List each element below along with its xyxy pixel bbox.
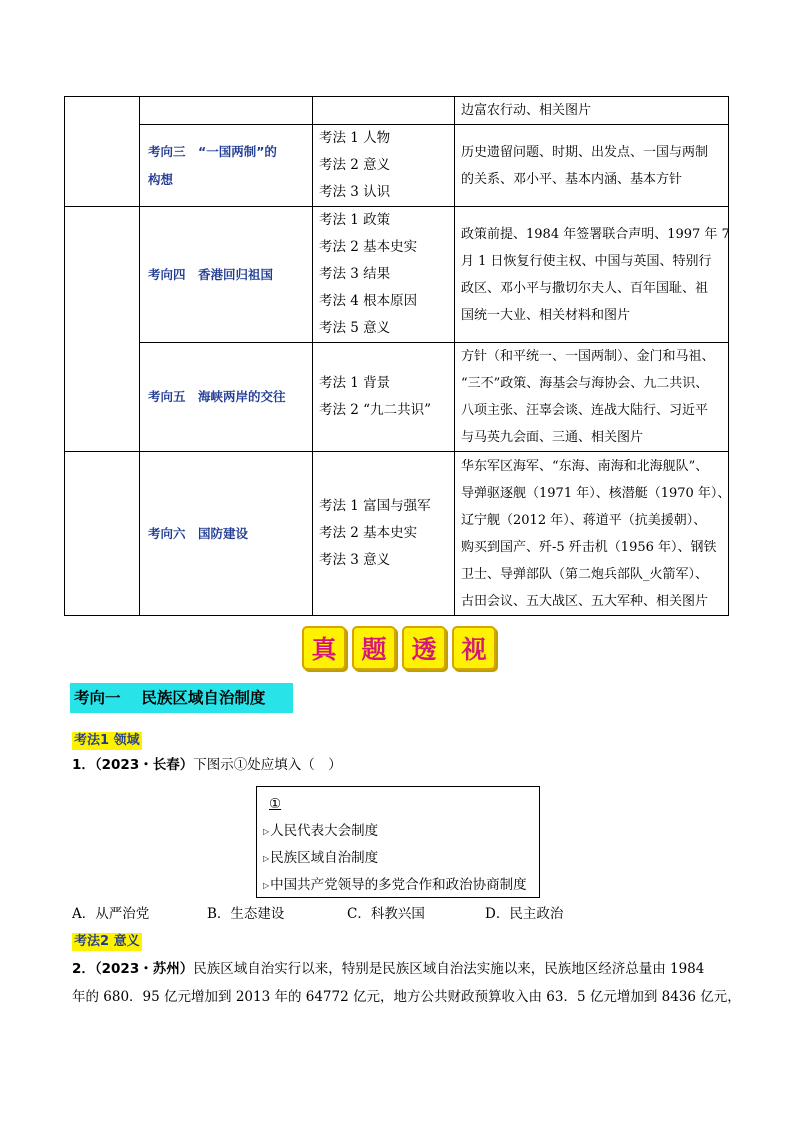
question-stem: 下图示①处应填入（ ）: [193, 757, 342, 773]
figure-item: [263, 845, 539, 872]
points-line: 导弹驱逐舰（1971 年）、核潜艇（1970 年）、: [461, 485, 731, 501]
table-cell-empty: [65, 452, 140, 616]
direction-line: 考向五 海峡两岸的交往: [148, 389, 286, 404]
direction-cell: [140, 97, 313, 125]
question-2: [72, 958, 704, 980]
points-line: 政区、邓小平与撒切尔夫人、百年国耻、祖: [461, 280, 709, 296]
triangle-bullet-icon: ▷: [263, 827, 270, 836]
question-source: 1．（2023・长春）: [72, 757, 194, 773]
table-row: [65, 452, 729, 616]
method-line: 考法 2 意义: [319, 157, 391, 173]
banner-tile: 真: [302, 626, 346, 670]
option-a[interactable]: A．从严治党: [72, 906, 150, 922]
points-line: 辽宁舰（2012 年）、蒋道平（抗美援朝）、: [461, 512, 707, 528]
points-cell: [455, 97, 729, 125]
direction-cell: [140, 125, 313, 207]
methods-cell: [313, 97, 455, 125]
table-row: [65, 125, 729, 207]
direction-cell: [140, 207, 313, 343]
methods-cell: [313, 125, 455, 207]
method-line: 考法 5 意义: [319, 320, 391, 336]
methods-cell: [313, 343, 455, 452]
table-row: [65, 343, 729, 452]
points-line: 与马英九会面、三通、相关图片: [461, 430, 644, 445]
question-2-continued: 年的 680．95 亿元增加到 2013 年的 64772 亿元，地方公共财政预算收入由 63．5 亿元增加到 8436 亿元，: [72, 989, 741, 1005]
points-line: 购买到国产、歼-5 歼击机（1956 年）、钢铁: [461, 539, 717, 555]
figure-item: [263, 818, 539, 845]
methods-cell: [313, 452, 455, 616]
points-cell: [455, 343, 729, 452]
direction-line: 构想: [148, 171, 174, 187]
method-line: 考法 2 基本史实: [319, 239, 418, 255]
figure-item-label: 中国共产党领导的多党合作和政治协商制度: [270, 877, 527, 893]
method-line: 考法 2 “九二共识”: [319, 402, 431, 418]
option-d[interactable]: D．民主政治: [485, 906, 564, 922]
question-1: [72, 754, 342, 776]
direction-line: 考向三 “一国两制”的: [148, 143, 277, 159]
points-cell: [455, 125, 729, 207]
figure-item-label: 民族区域自治制度: [270, 850, 379, 866]
method-line: 考法 3 意义: [319, 552, 391, 568]
points-line: 八项主张、汪辜会谈、连战大陆行、习近平: [461, 403, 709, 418]
section-title: 考向一 民族区域自治制度: [70, 683, 293, 713]
method-line: 考法 1 政策: [319, 212, 391, 228]
points-line: 边富农行动、相关图片: [461, 103, 592, 118]
direction-line: 考向六 国防建设: [148, 525, 249, 541]
triangle-bullet-icon: ▷: [263, 881, 270, 890]
method-line: 考法 2 基本史实: [319, 525, 418, 541]
zhenti-toushi-banner: [302, 626, 496, 670]
method-line: 考法 4 根本原因: [319, 293, 418, 309]
points-line: 卫士、导弹部队（第二炮兵部队_火箭军）、: [461, 566, 709, 582]
points-line: 国统一大业、相关材料和图片: [461, 307, 631, 323]
option-c[interactable]: C．科教兴国: [347, 906, 425, 922]
points-cell: [455, 207, 729, 343]
points-line: “三不”政策、海基会与海协会、九二共识、: [461, 376, 709, 391]
methods-cell: [313, 207, 455, 343]
method-line: 考法 3 结果: [319, 266, 391, 282]
points-line: 华东军区海军、“东海、南海和北海舰队”、: [461, 458, 709, 474]
points-line: 方针（和平统一、一国两制）、金门和马祖、: [461, 349, 715, 364]
table-cell-empty: [65, 97, 140, 207]
points-line: 政策前提、1984 年签署联合声明、1997 年 7: [461, 226, 730, 242]
answer-options: [72, 903, 563, 925]
option-b[interactable]: B．生态建设: [207, 906, 285, 922]
triangle-bullet-icon: ▷: [263, 854, 270, 863]
method-line: 考法 3 认识: [319, 184, 391, 200]
method-line: 考法 1 人物: [319, 130, 391, 146]
direction-line: 考向四 香港回归祖国: [148, 266, 274, 282]
points-line: 的关系、邓小平、基本内涵、基本方针: [461, 171, 683, 187]
banner-tile: 透: [402, 626, 446, 670]
figure-item-label: 人民代表大会制度: [270, 823, 379, 839]
table-row: [65, 97, 729, 125]
method-tag-2: 考法2 意义: [74, 934, 140, 949]
method-tag-1: 考法1 领域: [74, 733, 140, 748]
direction-cell: [140, 343, 313, 452]
banner-tile: 题: [352, 626, 396, 670]
banner-tile: 视: [452, 626, 496, 670]
table-row: [65, 207, 729, 343]
points-cell: [455, 452, 729, 616]
blank-marker: ①: [269, 796, 282, 812]
question-source: 2．（2023・苏州）: [72, 961, 194, 977]
method-line: 考法 1 背景: [319, 375, 391, 391]
method-line: 考法 1 富国与强军: [319, 498, 431, 514]
points-line: 月 1 日恢复行使主权、中国与英国、特别行: [461, 253, 712, 269]
points-line: 古田会议、五大战区、五大军种、相关图片: [461, 593, 709, 609]
table-cell-empty: [65, 207, 140, 452]
exam-direction-table: [64, 96, 729, 616]
question-figure: [256, 786, 540, 898]
question-text: 民族区域自治实行以来，特别是民族区域自治法实施以来，民族地区经济总量由 1984: [193, 961, 705, 977]
figure-item: [263, 872, 539, 899]
points-line: 历史遗留问题、时期、出发点、一国与两制: [461, 144, 709, 160]
direction-cell: [140, 452, 313, 616]
